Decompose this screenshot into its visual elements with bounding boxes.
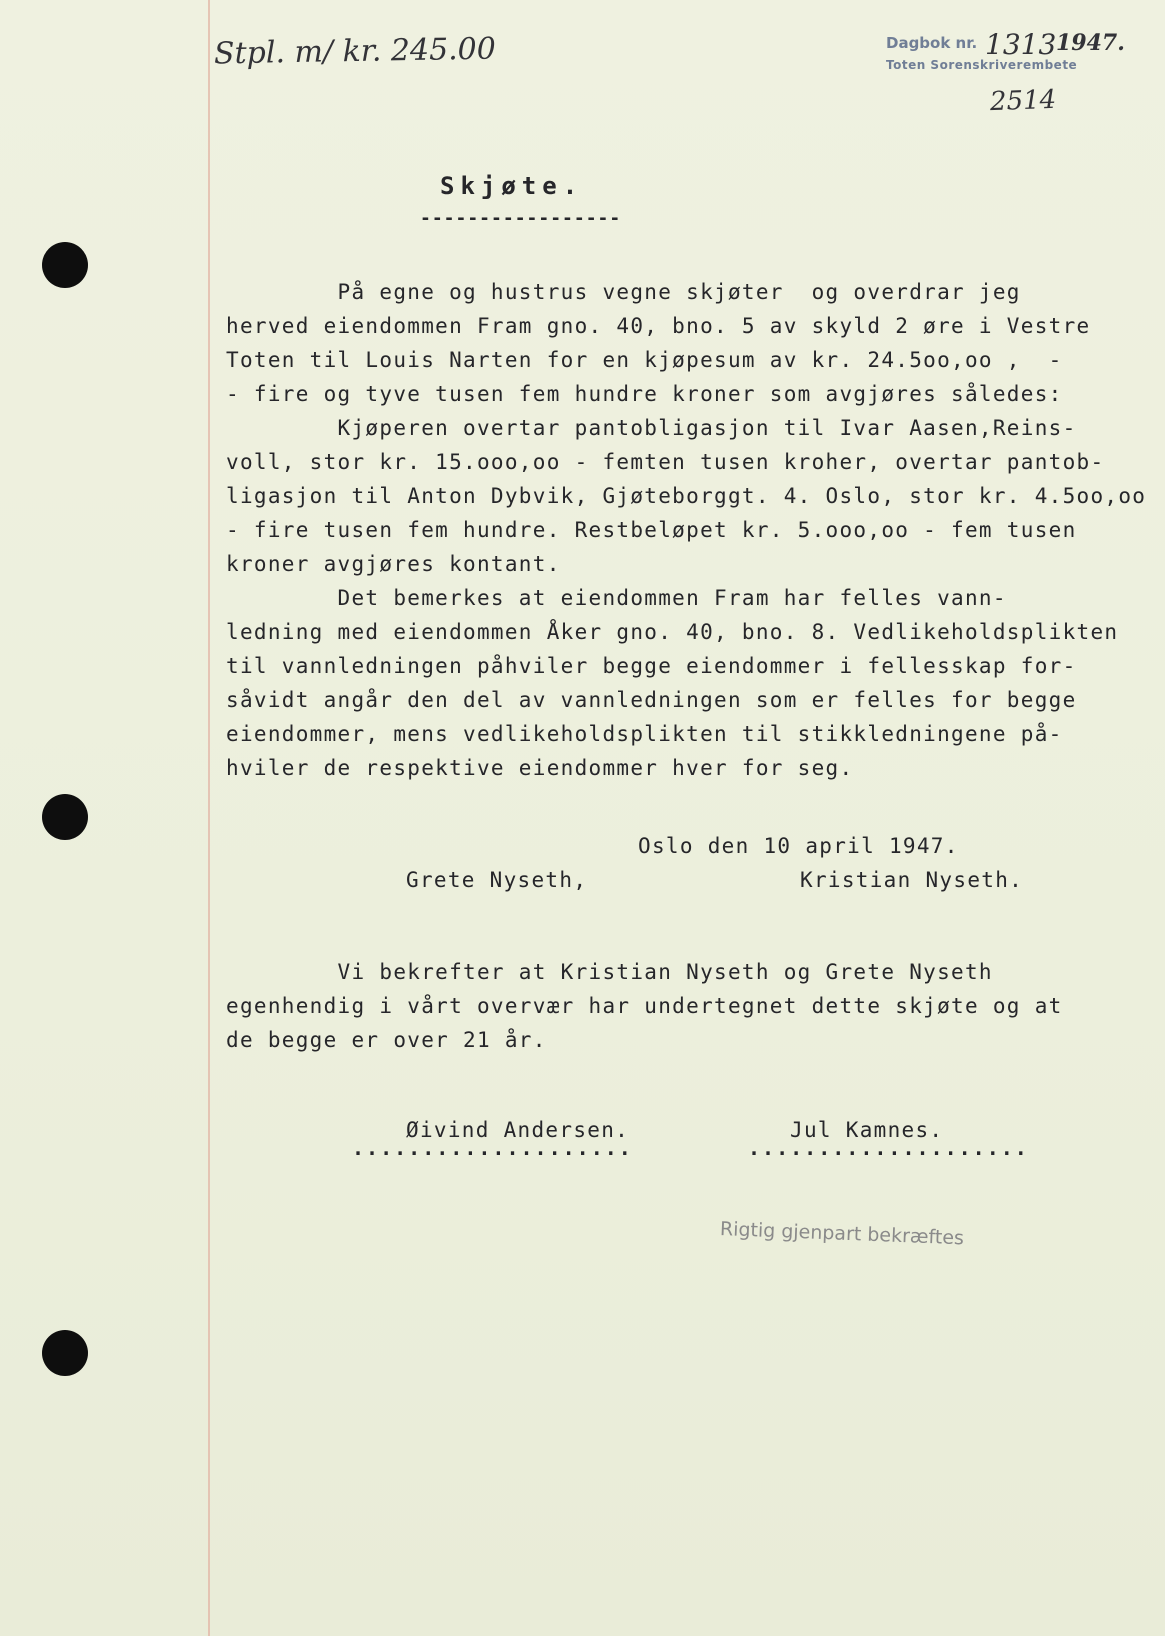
witness-line: de begge er over 21 år. bbox=[226, 1028, 547, 1052]
punch-hole bbox=[42, 1330, 88, 1376]
body-line: såvidt angår den del av vannledningen som er felles for begge bbox=[226, 688, 1077, 712]
journal-stamp-label: Dagbok nr. bbox=[886, 34, 978, 52]
document-title: Skjøte. bbox=[440, 172, 584, 200]
body-line: På egne og hustrus vegne skjøter og overdrar jeg bbox=[226, 280, 1021, 304]
journal-year: 1947. bbox=[1056, 30, 1125, 56]
signature-kristian: Kristian Nyseth. bbox=[800, 868, 1024, 892]
margin-rule bbox=[208, 0, 210, 1636]
witness-line: Vi bekrefter at Kristian Nyseth og Grete Nyseth bbox=[226, 960, 993, 984]
body-line: til vannledningen påhviler begge eiendommer i fellesskap for- bbox=[226, 654, 1077, 678]
body-line: eiendommer, mens vedlikeholdsplikten til stikkledningene på- bbox=[226, 722, 1063, 746]
witness-signature-kamnes: Jul Kamnes. bbox=[790, 1118, 944, 1142]
journal-stamp-office: Toten Sorenskriverembete bbox=[886, 58, 1078, 72]
punch-hole bbox=[42, 242, 88, 288]
witness-signature-andersen: Øivind Andersen. bbox=[406, 1118, 630, 1142]
body-line: herved eiendommen Fram gno. 40, bno. 5 av skyld 2 øre i Vestre bbox=[226, 314, 1091, 338]
handwritten-reference: 2514 bbox=[989, 84, 1057, 118]
journal-number: 1313 bbox=[985, 28, 1057, 61]
body-line: ligasjon til Anton Dybvik, Gjøteborggt. 4. Oslo, stor kr. 4.5oo,oo bbox=[226, 484, 1147, 508]
body-line: Toten til Louis Narten for en kjøpesum av kr. 24.5oo,oo , - bbox=[226, 348, 1063, 372]
punch-hole bbox=[42, 794, 88, 840]
witness-line: egenhendig i vårt overvær har undertegnet dette skjøte og at bbox=[226, 994, 1063, 1018]
dotted-signature-line: .................... bbox=[352, 1136, 633, 1160]
body-line: hviler de respektive eiendommer hver for seg. bbox=[226, 756, 854, 780]
body-line: voll, stor kr. 15.ooo,oo - femten tusen kroher, overtar pantob- bbox=[226, 450, 1105, 474]
dotted-signature-line: .................... bbox=[748, 1136, 1029, 1160]
signature-grete: Grete Nyseth, bbox=[406, 868, 588, 892]
certification-stamp: Rigtig gjenpart bekræftes bbox=[719, 1218, 965, 1250]
body-line: ledning med eiendommen Åker gno. 40, bno. 8. Vedlikeholdsplikten bbox=[226, 620, 1119, 644]
body-line: - fire og tyve tusen fem hundre kroner som avgjøres således: bbox=[226, 382, 1063, 406]
handwritten-fee: Stpl. m/ kr. 245.00 bbox=[213, 31, 497, 72]
body-line: kroner avgjøres kontant. bbox=[226, 552, 561, 576]
body-line: - fire tusen fem hundre. Restbeløpet kr. 5.ooo,oo - fem tusen bbox=[226, 518, 1077, 542]
body-line: Det bemerkes at eiendommen Fram har felles vann- bbox=[226, 586, 1007, 610]
place-date: Oslo den 10 april 1947. bbox=[638, 834, 959, 858]
title-underline: ----------------- bbox=[420, 208, 622, 229]
body-line: Kjøperen overtar pantobligasjon til Ivar Aasen,Reins- bbox=[226, 416, 1077, 440]
